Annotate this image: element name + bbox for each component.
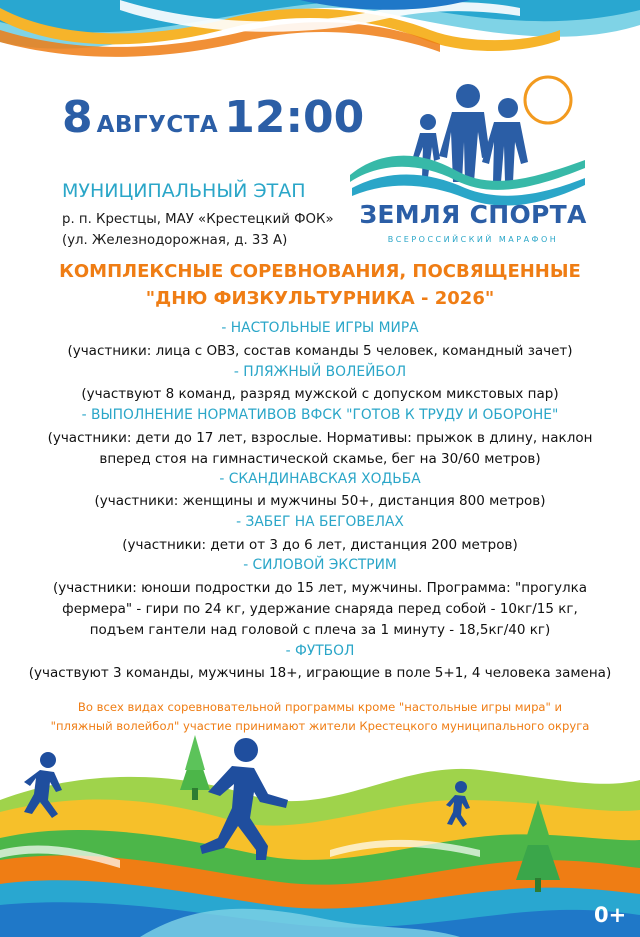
event-details: (участвуют 8 команд, разряд мужской с допуском микстовых пар) bbox=[81, 386, 559, 402]
event-details: (участвуют 3 команды, мужчины 18+, играющие в поле 5+1, 4 человека замена) bbox=[28, 665, 612, 681]
headline-line-2: "ДНЮ ФИЗКУЛЬТУРНИКА - 2026" bbox=[145, 288, 495, 309]
event-title: - ФУТБОЛ bbox=[285, 643, 355, 659]
age-rating-badge: 0+ bbox=[594, 903, 627, 927]
event-title: - СИЛОВОЙ ЭКСТРИМ bbox=[243, 557, 397, 573]
stage-title: МУНИЦИПАЛЬНЫЙ ЭТАП bbox=[62, 180, 306, 202]
note-line-2: "пляжный волейбол" участие принимают жители Крестецкого муниципального округа bbox=[50, 719, 590, 733]
event-details: (участники: лица с ОВЗ, состав команды 5 человек, командный зачет) bbox=[67, 343, 573, 359]
event-details: фермера" - гири по 24 кг, удержание снаряда перед собой - 10кг/15 кг, bbox=[62, 601, 578, 617]
event-details: (участники: дети до 17 лет, взрослые. Нормативы: прыжок в длину, наклон bbox=[47, 430, 593, 446]
date-month: АВГУСТА bbox=[96, 112, 219, 138]
event-time: 12:00 bbox=[224, 92, 365, 143]
event-details: (участники: дети от 3 до 6 лет, дистанция 200 метров) bbox=[122, 537, 518, 553]
address-line-1: р. п. Крестцы, МАУ «Крестецкий ФОК» bbox=[62, 212, 334, 227]
event-title: - СКАНДИНАВСКАЯ ХОДЬБА bbox=[219, 471, 421, 487]
logo-title: ЗЕМЛЯ СПОРТА bbox=[359, 200, 587, 229]
headline-line-1: КОМПЛЕКСНЫЕ СОРЕВНОВАНИЯ, ПОСВЯЩЕННЫЕ bbox=[59, 261, 581, 282]
address-line-2: (ул. Железнодорожная, д. 33 А) bbox=[62, 233, 288, 248]
event-details: вперед стоя на гимнастической скамье, бег на 30/60 метров) bbox=[99, 451, 541, 467]
event-details: (участники: женщины и мужчины 50+, дистанция 800 метров) bbox=[94, 493, 546, 509]
event-title: - ВЫПОЛНЕНИЕ НОРМАТИВОВ ВФСК "ГОТОВ К ТРУДУ И ОБОРОНЕ" bbox=[81, 407, 559, 423]
event-details: (участники: юноши подростки до 15 лет, мужчины. Программа: "прогулка bbox=[52, 580, 588, 596]
note-line-1: Во всех видах соревновательной программы кроме "настольные игры мира" и bbox=[77, 700, 563, 714]
event-title: - ЗАБЕГ НА БЕГОВЕЛАХ bbox=[236, 514, 404, 530]
date-day: 8 bbox=[62, 92, 93, 143]
event-title: - ПЛЯЖНЫЙ ВОЛЕЙБОЛ bbox=[233, 364, 407, 380]
event-title: - НАСТОЛЬНЫЕ ИГРЫ МИРА bbox=[221, 320, 419, 336]
event-details: подъем гантели над головой с плеча за 1 минуту - 18,5кг/40 кг) bbox=[89, 622, 551, 638]
logo-subtitle: ВСЕРОССИЙСКИЙ МАРАФОН bbox=[387, 235, 559, 244]
